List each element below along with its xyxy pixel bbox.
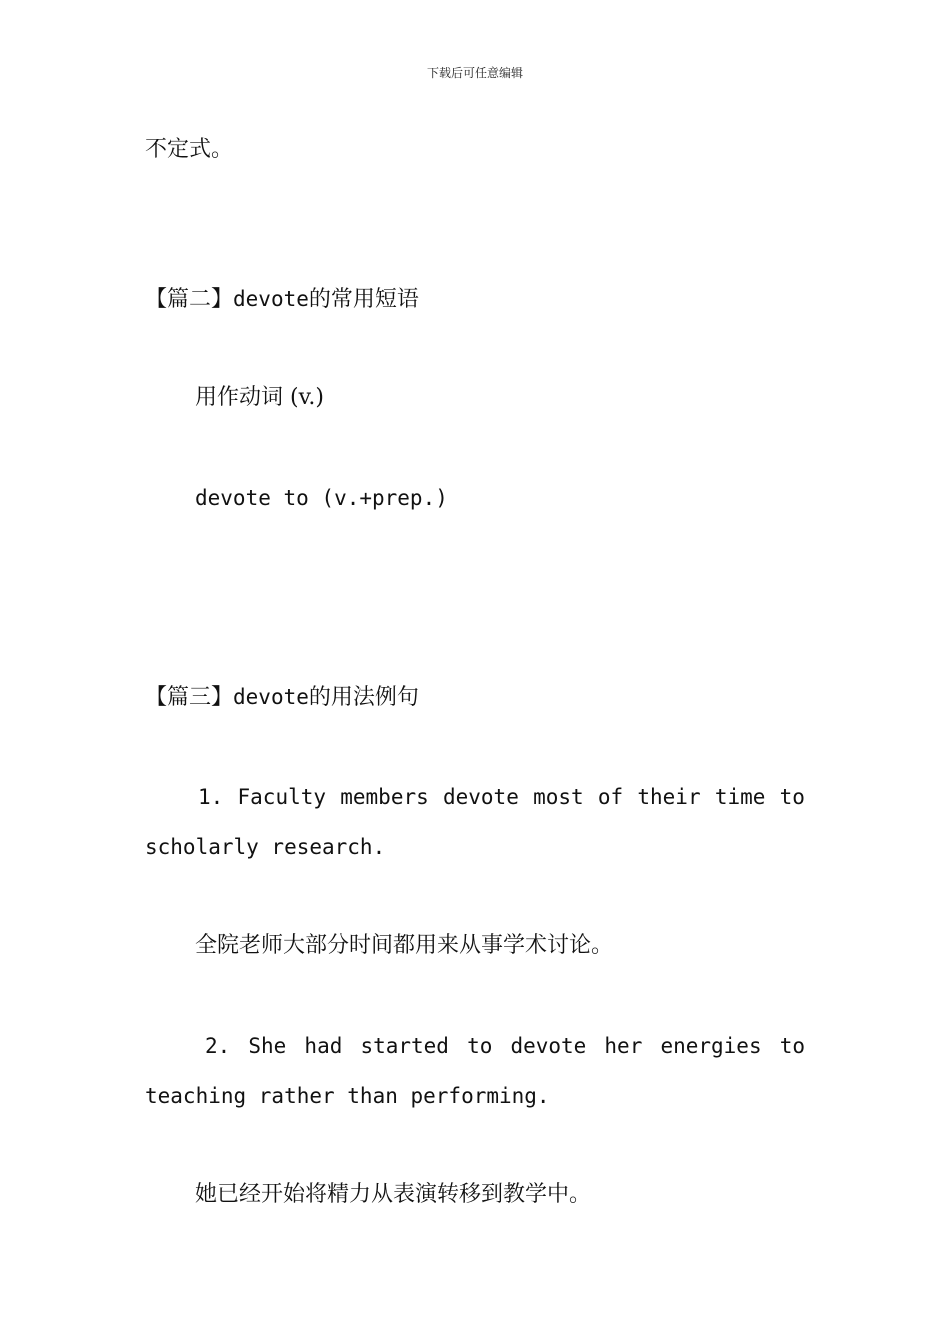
example-word: Faculty <box>237 785 327 809</box>
section-heading-keyword: devote <box>233 287 309 311</box>
usage-label-text: 用作动词 (v.) <box>195 385 324 410</box>
example-word: She <box>248 1034 287 1058</box>
section-heading-rest: 的常用短语 <box>308 287 419 312</box>
example-2-english-line-1 <box>205 1031 805 1061</box>
section-heading-bracket: 【篇二】 <box>145 287 234 312</box>
example-1-english-line-1 <box>198 782 805 812</box>
example-word: 1. <box>198 785 224 809</box>
example-word: time <box>714 785 766 809</box>
page-header-note: 下载后可任意编辑 <box>426 66 523 80</box>
example-1-chinese: 全院老师大部分时间都用来从事学术讨论。 <box>195 933 614 958</box>
section-heading-keyword: devote <box>233 685 309 709</box>
example-word: their <box>637 785 701 809</box>
section-heading-bracket: 【篇三】 <box>145 685 234 710</box>
example-2-chinese: 她已经开始将精力从表演转移到教学中。 <box>195 1182 592 1207</box>
section-heading-3 <box>145 682 810 713</box>
example-word: devote <box>442 785 519 809</box>
example-word: to <box>779 785 805 809</box>
example-1-english-line-2: scholarly research. <box>145 835 386 859</box>
example-2-english-line-2: teaching rather than performing. <box>145 1084 550 1108</box>
example-word: devote <box>510 1034 587 1058</box>
phrase-devote-to: devote to (v.+prep.) <box>195 486 448 510</box>
example-word: of <box>597 785 624 809</box>
text-line-infinitive: 不定式。 <box>145 137 234 162</box>
example-word: 2. <box>205 1034 231 1058</box>
section-heading-2 <box>145 284 810 315</box>
example-word: her <box>604 1034 643 1058</box>
example-word: to <box>779 1034 805 1058</box>
example-word: most <box>533 785 584 809</box>
example-word: energies <box>660 1034 762 1058</box>
section-heading-rest: 的用法例句 <box>308 685 419 710</box>
example-word: members <box>340 785 429 809</box>
example-word: had <box>304 1034 343 1058</box>
example-word: to <box>467 1034 493 1058</box>
usage-label <box>195 383 810 413</box>
example-word: started <box>360 1034 449 1058</box>
